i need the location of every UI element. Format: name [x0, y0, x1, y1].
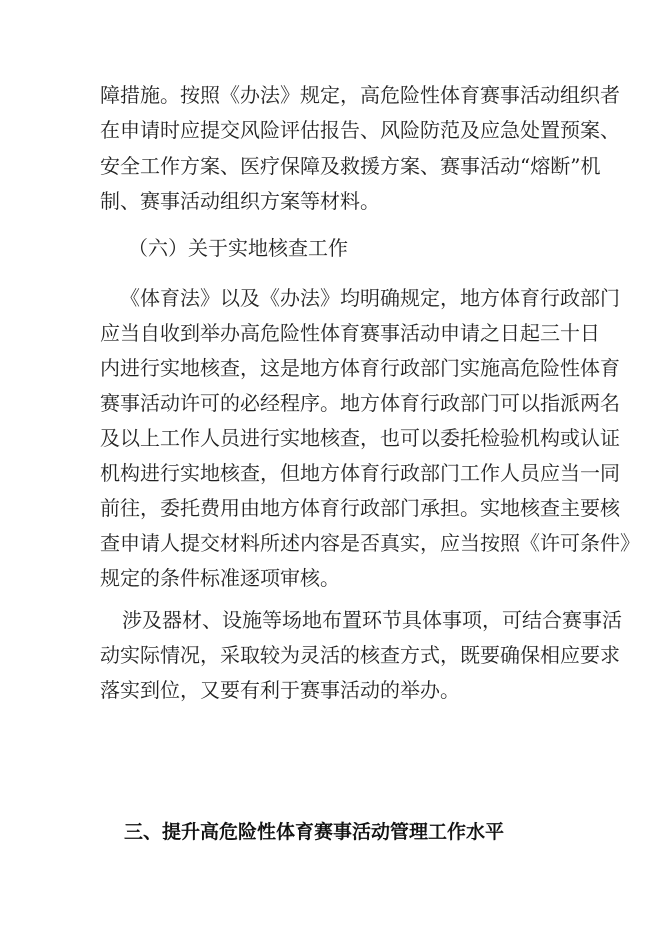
text-line: 前往，委托费用由地方体育行政部门承担。实地核查主要核 — [100, 496, 620, 520]
text-line: 内进行实地核查，这是地方体育行政部门实施高危险性体育 — [100, 356, 620, 380]
text-line: 机构进行实地核查，但地方体育行政部门工作人员应当一同 — [100, 461, 620, 485]
text-line: 应当自收到举办高危险性体育赛事活动申请之日起三十日 — [100, 321, 600, 345]
text-line: 落实到位，又要有利于赛事活动的举办。 — [100, 678, 460, 702]
text-line: 在申请时应提交风险评估报告、风险防范及应急处置预案、 — [100, 118, 620, 142]
text-line: 涉及器材、设施等场地布置环节具体事项，可结合赛事活 — [122, 608, 622, 632]
text-line: 安全工作方案、医疗保障及救援方案、赛事活动“熔断”机 — [100, 154, 601, 178]
text-line: 赛事活动许可的必经程序。地方体育行政部门可以指派两名 — [100, 391, 620, 415]
text-line: 查申请人提交材料所述内容是否真实，应当按照《许可条件》 — [100, 531, 640, 555]
text-line: 障措施。按照《办法》规定，高危险性体育赛事活动组织者 — [100, 83, 620, 107]
subheading: （六）关于实地核查工作 — [128, 236, 348, 260]
text-line: 《体育法》以及《办法》均明确规定，地方体育行政部门 — [120, 286, 620, 310]
text-line: 制、赛事活动组织方案等材料。 — [100, 189, 380, 213]
text-line: 动实际情况，采取较为灵活的核查方式，既要确保相应要求 — [100, 643, 620, 667]
text-line: 规定的条件标准逐项审核。 — [100, 566, 340, 590]
section-heading: 三、提升高危险性体育赛事活动管理工作水平 — [124, 821, 505, 843]
text-line: 及以上工作人员进行实地核查，也可以委托检验机构或认证 — [100, 426, 620, 450]
